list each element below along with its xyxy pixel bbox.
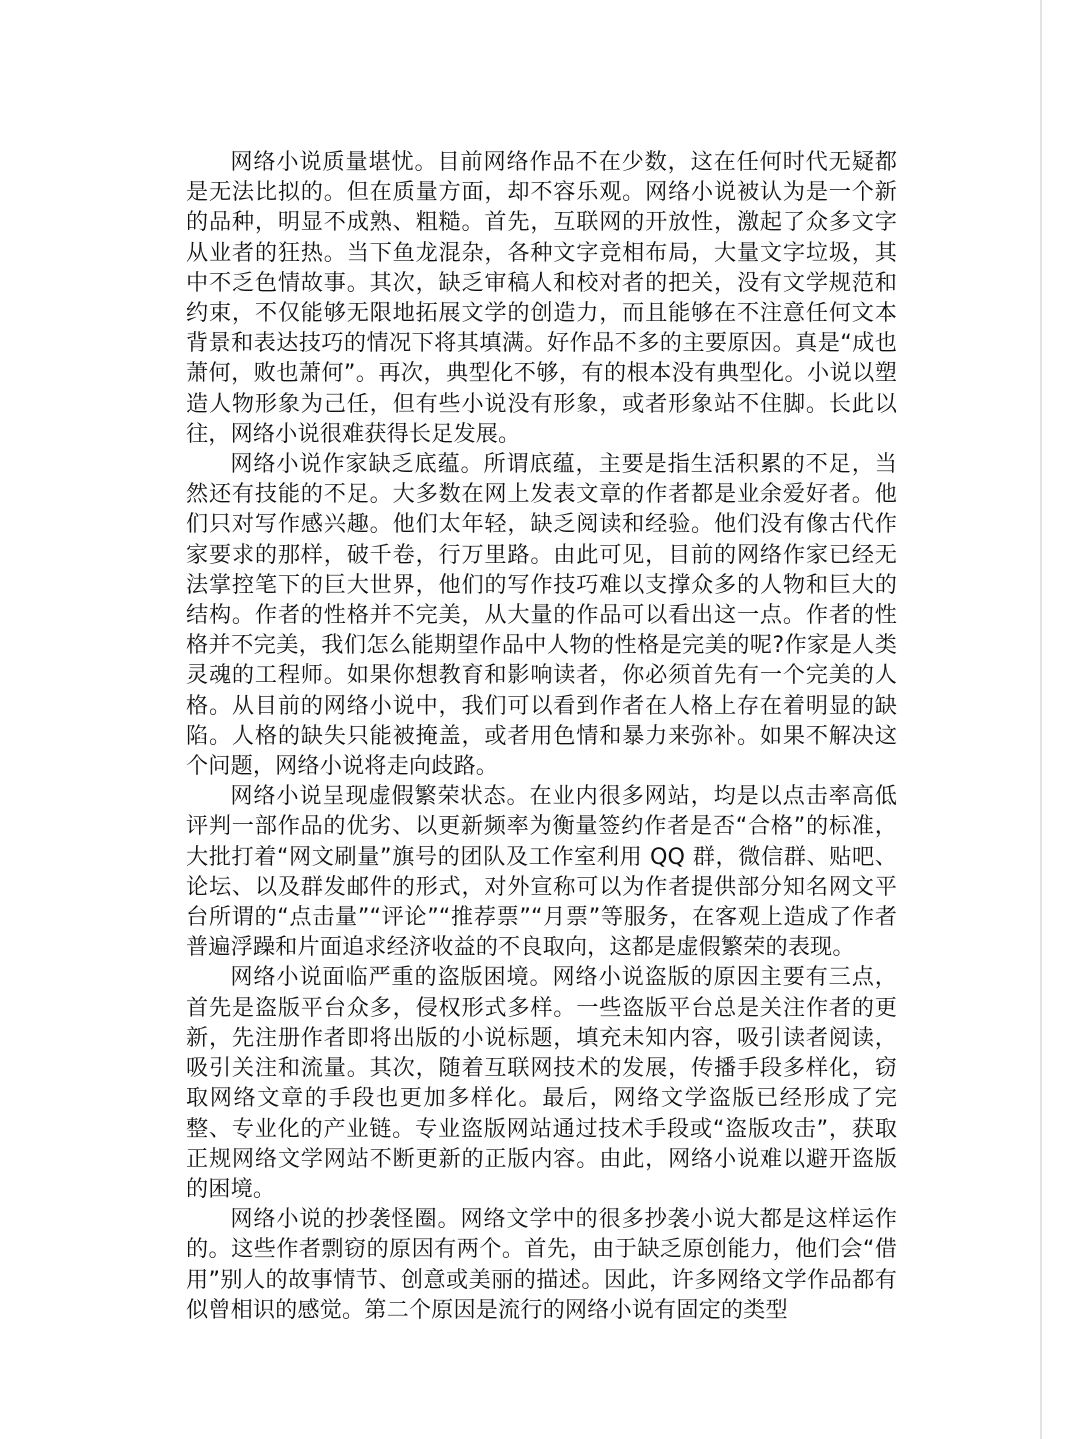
- article-body: [186, 147, 897, 1325]
- paragraph-plagiarism: 网络小说的抄袭怪圈。网络文学中的很多抄袭小说大都是这样运作的。这些作者剽窃的原因有两个。首先，由于缺乏原创能力，他们会“借用”别人的故事情节、创意或美丽的描述。因此，许多网络文学作品都有似曾相识的感觉。第二个原因是流行的网络小说有固定的类型: [186, 1206, 897, 1323]
- paragraph-author-foundation: 网络小说作家缺乏底蕴。所谓底蕴，主要是指生活积累的不足，当然还有技能的不足。大多数在网上发表文章的作者都是业余爱好者。他们只对写作感兴趣。他们太年轻，缺乏阅读和经验。他们没有像古代作家要求的那样，破千卷，行万里路。由此可见，目前的网络作家已经无法掌控笔下的巨大世界，他们的写作技巧难以支撑众多的人物和巨大的结构。作者的性格并不完美，从大量的作品可以看出这一点。作者的性格并不完美，我们怎么能期望作品中人物的性格是完美的呢?作家是人类灵魂的工程师。如果你想教育和影响读者，你必须首先有一个完美的人格。从目前的网络小说中，我们可以看到作者在人格上存在着明显的缺陷。人格的缺失只能被掩盖，或者用色情和暴力来弥补。如果不解决这个问题，网络小说将走向歧路。: [186, 451, 897, 780]
- paragraph-piracy: 网络小说面临严重的盗版困境。网络小说盗版的原因主要有三点，首先是盗版平台众多，侵权形式多样。一些盗版平台总是关注作者的更新，先注册作者即将出版的小说标题，填充未知内容，吸引读者阅读，吸引关注和流量。其次，随着互联网技术的发展，传播手段多样化，窃取网络文章的手段也更加多样化。最后，网络文学盗版已经形成了完整、专业化的产业链。专业盗版网站通过技术手段或“盗版攻击”，获取正规网络文学网站不断更新的正版内容。由此，网络小说难以避开盗版的困境。: [186, 964, 897, 1202]
- page-edge-divider: [1040, 0, 1042, 1439]
- paragraph-quality-concerns: 网络小说质量堪忧。目前网络作品不在少数，这在任何时代无疑都是无法比拟的。但在质量方面，却不容乐观。网络小说被认为是一个新的品种，明显不成熟、粗糙。首先，互联网的开放性，激起了众多文字从业者的狂热。当下鱼龙混杂，各种文字竞相布局，大量文字垃圾，其中不乏色情故事。其次，缺乏审稿人和校对者的把关，没有文学规范和约束，不仅能够无限地拓展文学的创造力，而且能够在不注意任何文本背景和表达技巧的情况下将其填满。好作品不多的主要原因。真是“成也萧何，败也萧何”。再次，典型化不够，有的根本没有典型化。小说以塑造人物形象为己任，但有些小说没有形象，或者形象站不住脚。长此以往，网络小说很难获得长足发展。: [186, 149, 897, 447]
- paragraph-false-prosperity: 网络小说呈现虚假繁荣状态。在业内很多网站，均是以点击率高低评判一部作品的优劣、以更新频率为衡量签约作者是否“合格”的标准，大批打着“网文刷量”旗号的团队及工作室利用 QQ 群，微信群、贴吧、论坛、以及群发邮件的形式，对外宣称可以为作者提供部分知名网文平台所谓的“点击量”“评论”“推荐票”“月票”等服务，在客观上造成了作者普遍浮躁和片面追求经济收益的不良取向，这都是虚假繁荣的表现。: [186, 783, 897, 961]
